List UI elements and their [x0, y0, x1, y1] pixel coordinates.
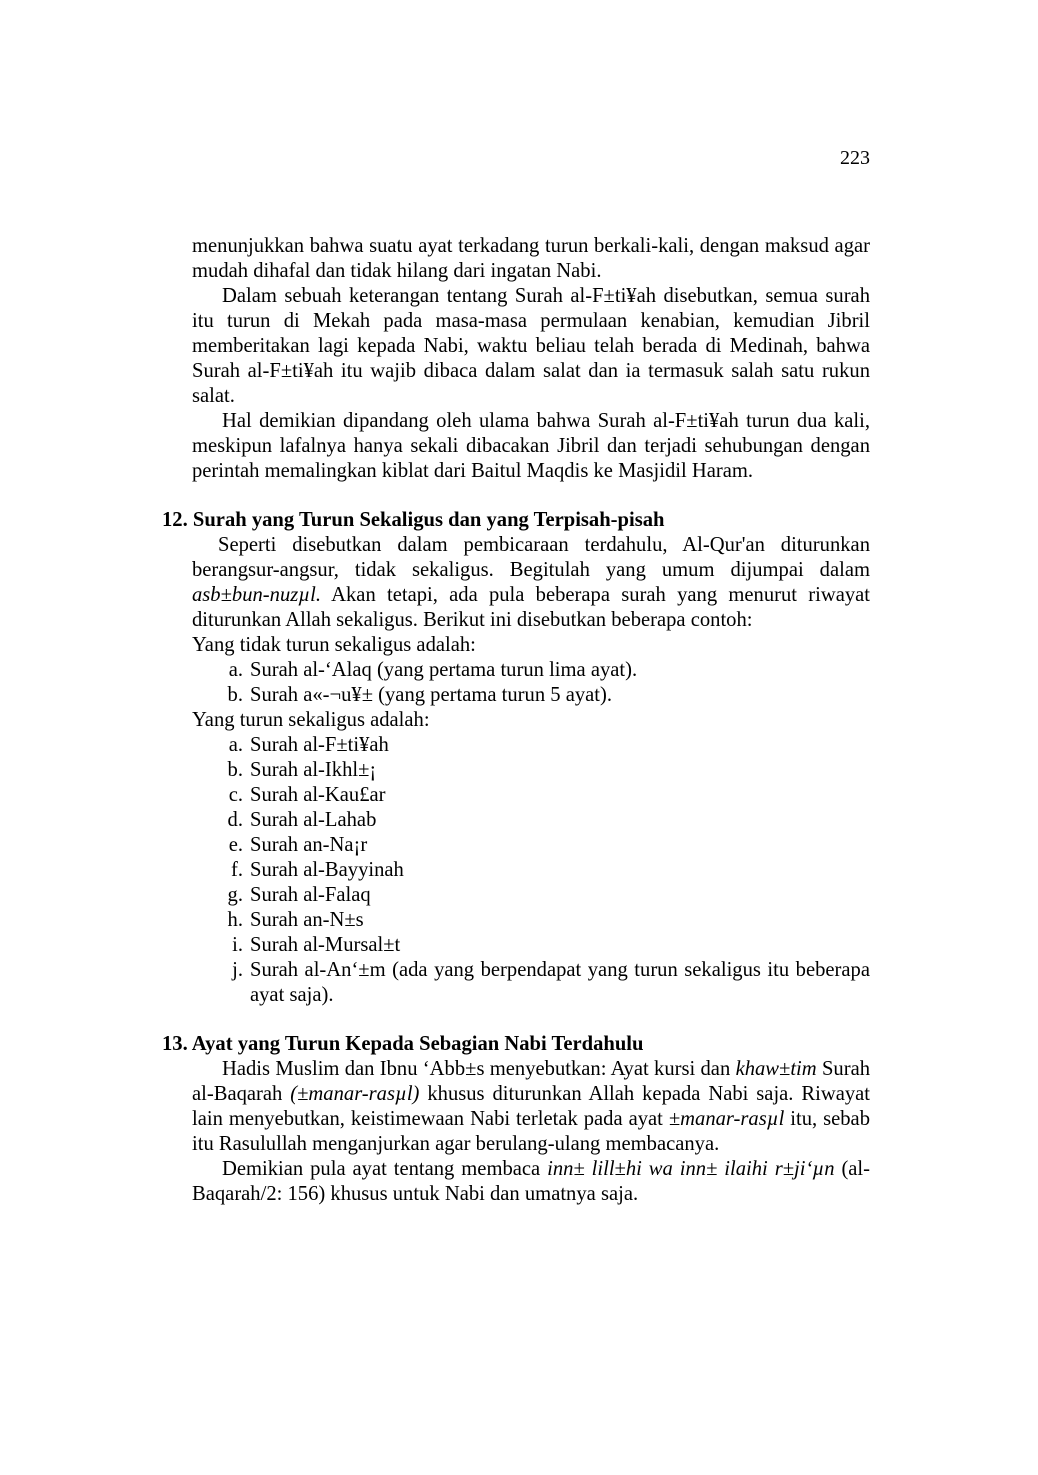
- not-at-once-label: Yang tidak turun sekaligus adalah:: [192, 634, 476, 656]
- intro-paragraph-2: Dalam sebuah keterangan tentang Surah al-F±ti¥ah disebutkan, semua surah itu turun di Mekah pada masa-masa permulaan kenabian, kemudian Jibril memberitakan lagi kepada Nabi, waktu beliau telah berada di Medinah, bahwa Surah al-F±ti¥ah itu wajib dibaca dalam salat dan ia termasuk salah satu rukun salat.: [192, 285, 870, 407]
- list-item: b. Surah a«-¬u¥± (yang pertama turun 5 ayat).: [227, 684, 613, 706]
- at-once-list: [192, 733, 870, 1008]
- page-body: [162, 234, 871, 1207]
- list-item: e. Surah an-Na¡r: [228, 834, 368, 856]
- list-item: a. Surah al-F±ti¥ah: [228, 734, 389, 756]
- term-inna-lillahi: inn± lill±hi wa inn± ilaihi r±ji‘µn: [547, 1158, 835, 1180]
- intro-paragraph-1: menunjukkan bahwa suatu ayat terkadang turun berkali-kali, dengan maksud agar mudah dihafal dan tidak hilang dari ingatan Nabi.: [192, 235, 870, 282]
- list-item: i. Surah al-Mursal±t: [232, 934, 401, 956]
- page-number: 223: [840, 147, 870, 169]
- term-khawatim: khaw±tim: [735, 1058, 817, 1080]
- term-amanar-rasul: (±manar-rasµl): [290, 1083, 420, 1105]
- list-item: g. Surah al-Falaq: [227, 884, 371, 906]
- section-13-heading: 13. Ayat yang Turun Kepada Sebagian Nabi Terdahulu: [162, 1033, 644, 1055]
- list-item: h. Surah an-N±s: [227, 909, 364, 931]
- list-item: f. Surah al-Bayyinah: [230, 859, 404, 881]
- not-at-once-list: [192, 658, 870, 708]
- list-item: b. Surah al-Ikhl±¡: [227, 759, 377, 781]
- list-item: c. Surah al-Kau£ar: [228, 784, 386, 806]
- section-13-paragraph-1: Hadis Muslim dan Ibnu ‘Abb±s menyebutkan: Ayat kursi dan khaw±tim Surah al-Baqarah (±manar-rasµl) khusus diturunkan Allah kepada Nabi saja. Riwayat lain menyebutkan, keistimewaan Nabi terletak pada ayat ±manar-rasµl itu, sebab itu Rasulullah menganjurkan agar berulang-ulang membacanya.: [192, 1058, 871, 1155]
- term-amanar-rasul-2: ±manar-rasµl: [668, 1108, 785, 1130]
- list-item: d. Surah al-Lahab: [227, 809, 377, 831]
- at-once-label: Yang turun sekaligus adalah:: [192, 709, 430, 731]
- section-13-paragraph-2: Demikian pula ayat tentang membaca inn± lill±hi wa inn± ilaihi r±ji‘µn (al-Baqarah/2: 156) khusus untuk Nabi dan umatnya saja.: [192, 1158, 871, 1205]
- section-12-paragraph: Seperti disebutkan dalam pembicaraan terdahulu, Al-Qur'an diturunkan berangsur-angsur, tidak sekaligus. Begitulah yang umum dijumpai dalam asb±bun-nuzµl. Akan tetapi, ada pula beberapa surah yang menurut riwayat diturunkan Allah sekaligus. Berikut ini disebutkan beberapa contoh:: [192, 534, 871, 631]
- section-12-heading: 12. Surah yang Turun Sekaligus dan yang Terpisah-pisah: [162, 509, 665, 531]
- intro-paragraph-3: Hal demikian dipandang oleh ulama bahwa Surah al-F±ti¥ah turun dua kali, meskipun lafalnya hanya sekali dibacakan Jibril dan terjadi sehubungan dengan perintah memalingkan kiblat dari Baitul Maqdis ke Masjidil Haram.: [192, 410, 870, 482]
- term-asbabun-nuzul: asb±bun-nuzµl.: [192, 584, 322, 606]
- list-item: j. Surah al-An‘±m (ada yang berpendapat yang turun sekaligus itu beberapa ayat saja).: [232, 959, 870, 1006]
- list-item: a. Surah al-‘Alaq (yang pertama turun lima ayat).: [228, 659, 638, 681]
